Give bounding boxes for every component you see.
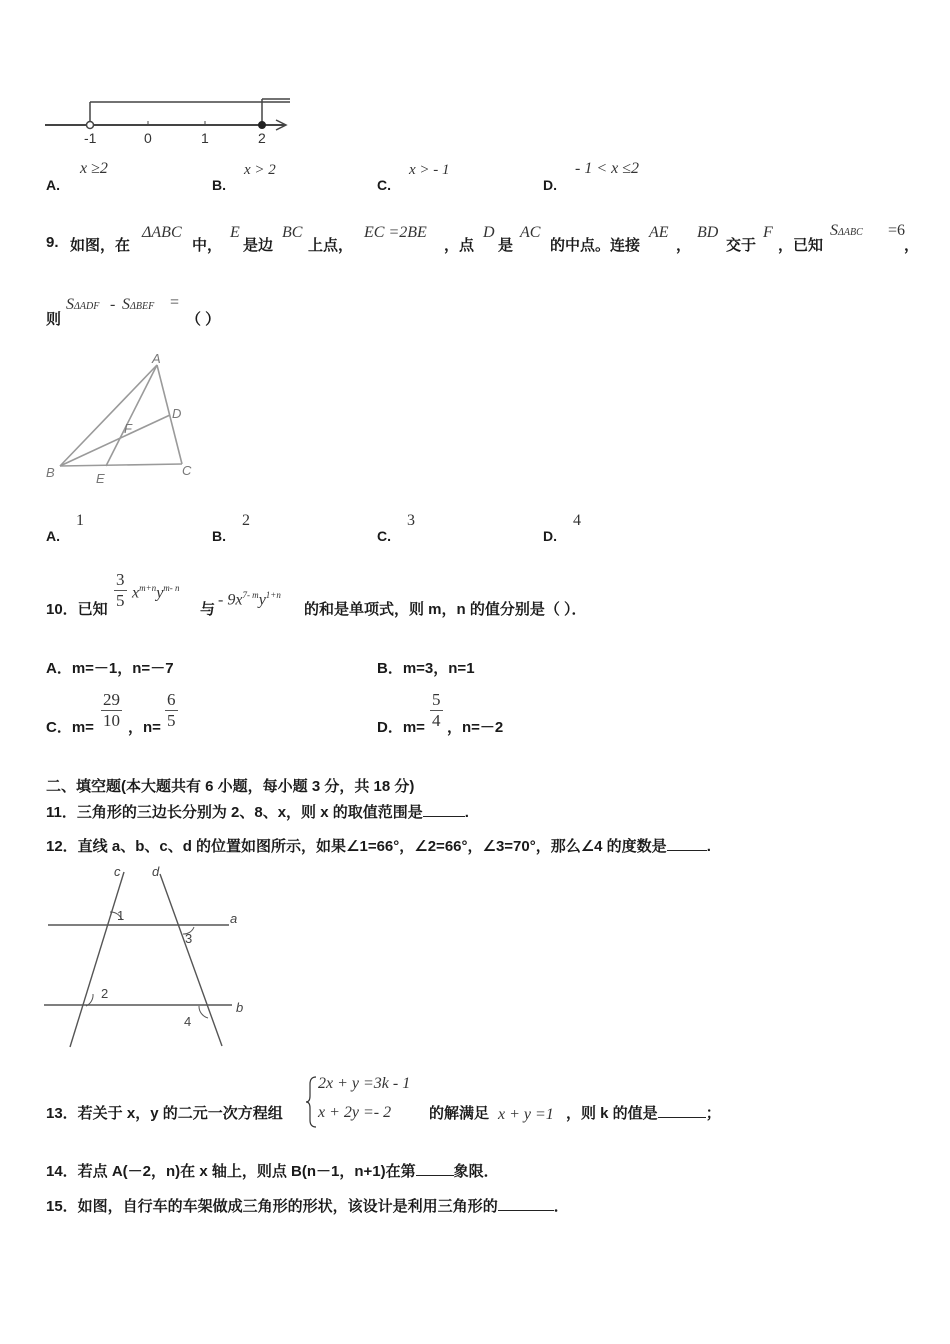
triangle-figure [44, 348, 204, 488]
tick-label: -1 [84, 130, 97, 146]
label-f: F [124, 421, 132, 436]
answer-blank[interactable] [658, 1103, 706, 1118]
angle-4-label: 4 [184, 1014, 192, 1029]
stem-text: 12．直线 a、b、c、d 的位置如图所示，如果∠1=66°，∠2=66°，∠3=70°，那么∠4 的度数是 [46, 838, 667, 855]
stem-text: ， [676, 237, 692, 254]
fraction: $\frac{29}{10}$ [103, 690, 120, 730]
stem-text: ，则 k 的值是 [566, 1105, 658, 1122]
stem-text: 如图，在 [70, 237, 131, 254]
option-value: 1 [76, 512, 84, 529]
stem-text: ； [705, 1105, 721, 1122]
area-term: SΔADF [66, 296, 100, 313]
answer-blank[interactable] [423, 802, 465, 817]
tick-label: 0 [144, 130, 152, 146]
option-letter: C. [377, 528, 391, 544]
label-b: B [46, 465, 55, 480]
label-d: D [172, 406, 182, 421]
angle-2-label: 2 [101, 986, 109, 1001]
fraction: $\frac{6}{5}$ [167, 690, 176, 730]
option-letter: D. [543, 528, 557, 544]
angle-3-label: 3 [185, 931, 193, 946]
math-term: =6 [888, 222, 906, 239]
option-expr: x ≥2 [80, 160, 108, 177]
answer-paren: （ ） [186, 311, 221, 328]
option-letter: A. [46, 177, 60, 193]
question-number: 10．已知 [46, 601, 108, 618]
monomial-1: $x^{m+n}y^{m- n}$ [132, 583, 180, 602]
q9-stem-line1 [46, 222, 926, 252]
math-term: - [110, 296, 116, 313]
stem-text: 是边 [243, 237, 274, 254]
stem-text: 与 [200, 601, 216, 618]
math-term: E [230, 224, 240, 241]
math-term: EC =2BE [364, 224, 427, 241]
stem-text: 中， [192, 237, 223, 254]
number-line-figure [40, 95, 300, 150]
label-a: a [230, 911, 238, 926]
q9-stem-line2 [46, 296, 346, 326]
q10-stem [46, 570, 746, 620]
label-e: E [96, 471, 105, 486]
open-dot [87, 122, 94, 129]
label-d: d [152, 864, 160, 879]
stem-text: 象限． [453, 1163, 499, 1180]
math-term: AE [649, 224, 669, 241]
fraction: $\frac{3}{5}$ [116, 570, 125, 610]
answer-blank[interactable] [498, 1196, 554, 1211]
parallel-lines-figure [44, 860, 254, 1050]
math-term: BC [282, 224, 303, 241]
stem-text: 14．若点 A(－2，n)在 x 轴上，则点 B(n－1，n+1)在第 [46, 1163, 416, 1180]
q10-option-a: A．m=－1，n=－7 [46, 660, 174, 677]
area-term: SΔBEF [122, 296, 155, 313]
answer-blank[interactable] [416, 1161, 454, 1176]
stem-text: 13．若关于 x，y 的二元一次方程组 [46, 1105, 283, 1122]
stem-text: 则 [46, 311, 62, 328]
option-value: 3 [407, 512, 415, 529]
option-expr: - 1 < x ≤2 [575, 160, 640, 177]
math-term: AC [520, 224, 541, 241]
label-c: C [182, 463, 192, 478]
stem-text: ． [553, 1198, 569, 1215]
stem-text: ， [904, 237, 920, 254]
option-letter: C. [377, 177, 391, 193]
equation-1: 2x + y =3k - 1 [318, 1075, 411, 1092]
option-expr: x > 2 [244, 162, 276, 178]
option-text: ，n=－2 [447, 719, 504, 736]
math-term: ΔABC [142, 224, 182, 241]
label-c: c [114, 864, 121, 879]
answer-blank[interactable] [667, 836, 707, 851]
system-brace [306, 1076, 318, 1128]
monomial-2: - $9x^{7- m}y^{1+n}$ [218, 590, 281, 609]
stem-text: 交于 [726, 237, 757, 254]
area-term: SΔABC [830, 222, 863, 239]
math-term: D [483, 224, 495, 241]
stem-text: 是 [498, 237, 514, 254]
option-letter: B. [212, 528, 226, 544]
option-value: 2 [242, 512, 250, 529]
q10-option-c [46, 690, 246, 740]
tick-label: 1 [201, 130, 209, 146]
q10-option-d [377, 690, 577, 740]
option-letter: A. [46, 528, 60, 544]
math-term: F [763, 224, 773, 241]
q10-option-b: B．m=3，n=1 [377, 660, 475, 677]
stem-text: ，已知 [778, 237, 824, 254]
tick-label: 2 [258, 130, 266, 146]
stem-text: ，点 [444, 237, 475, 254]
condition: x + y =1 [498, 1106, 554, 1123]
q12 [46, 835, 711, 856]
stem-text: 15．如图，自行车的车架做成三角形的形状，该设计是利用三角形的 [46, 1198, 498, 1215]
math-term: BD [697, 224, 719, 241]
math-term: = [170, 294, 180, 311]
q11 [46, 801, 469, 822]
stem-text: . [706, 838, 711, 855]
stem-text: 11．三角形的三边长分别为 2、8、x，则 x 的取值范围是 [46, 804, 423, 821]
stem-text: 的中点。连接 [550, 237, 641, 254]
q14 [46, 1160, 499, 1181]
option-value: 4 [573, 512, 581, 529]
stem-text: . [464, 804, 469, 821]
closed-dot [259, 122, 266, 129]
option-text: D．m= [377, 719, 425, 736]
option-text: ，n= [128, 719, 161, 736]
option-text: C．m= [46, 719, 94, 736]
q13 [46, 1072, 746, 1132]
section-heading: 二、填空题(本大题共有 6 小题，每小题 3 分，共 18 分) [46, 778, 415, 795]
stem-text: 的解满足 [429, 1105, 490, 1122]
stem-text: 上点， [308, 237, 354, 254]
option-expr: x > - 1 [409, 162, 450, 178]
label-b: b [236, 1000, 244, 1015]
question-number: 9. [46, 234, 59, 251]
equation-2: x + 2y =- 2 [318, 1104, 392, 1121]
stem-text: 的和是单项式，则 m，n 的值分别是（ ）． [304, 601, 587, 618]
option-letter: B. [212, 177, 226, 193]
angle-1-label: 1 [117, 908, 125, 923]
q15 [46, 1195, 569, 1216]
option-letter: D. [543, 177, 557, 193]
label-a: A [152, 351, 161, 366]
fraction: $\frac{5}{4}$ [432, 690, 441, 730]
